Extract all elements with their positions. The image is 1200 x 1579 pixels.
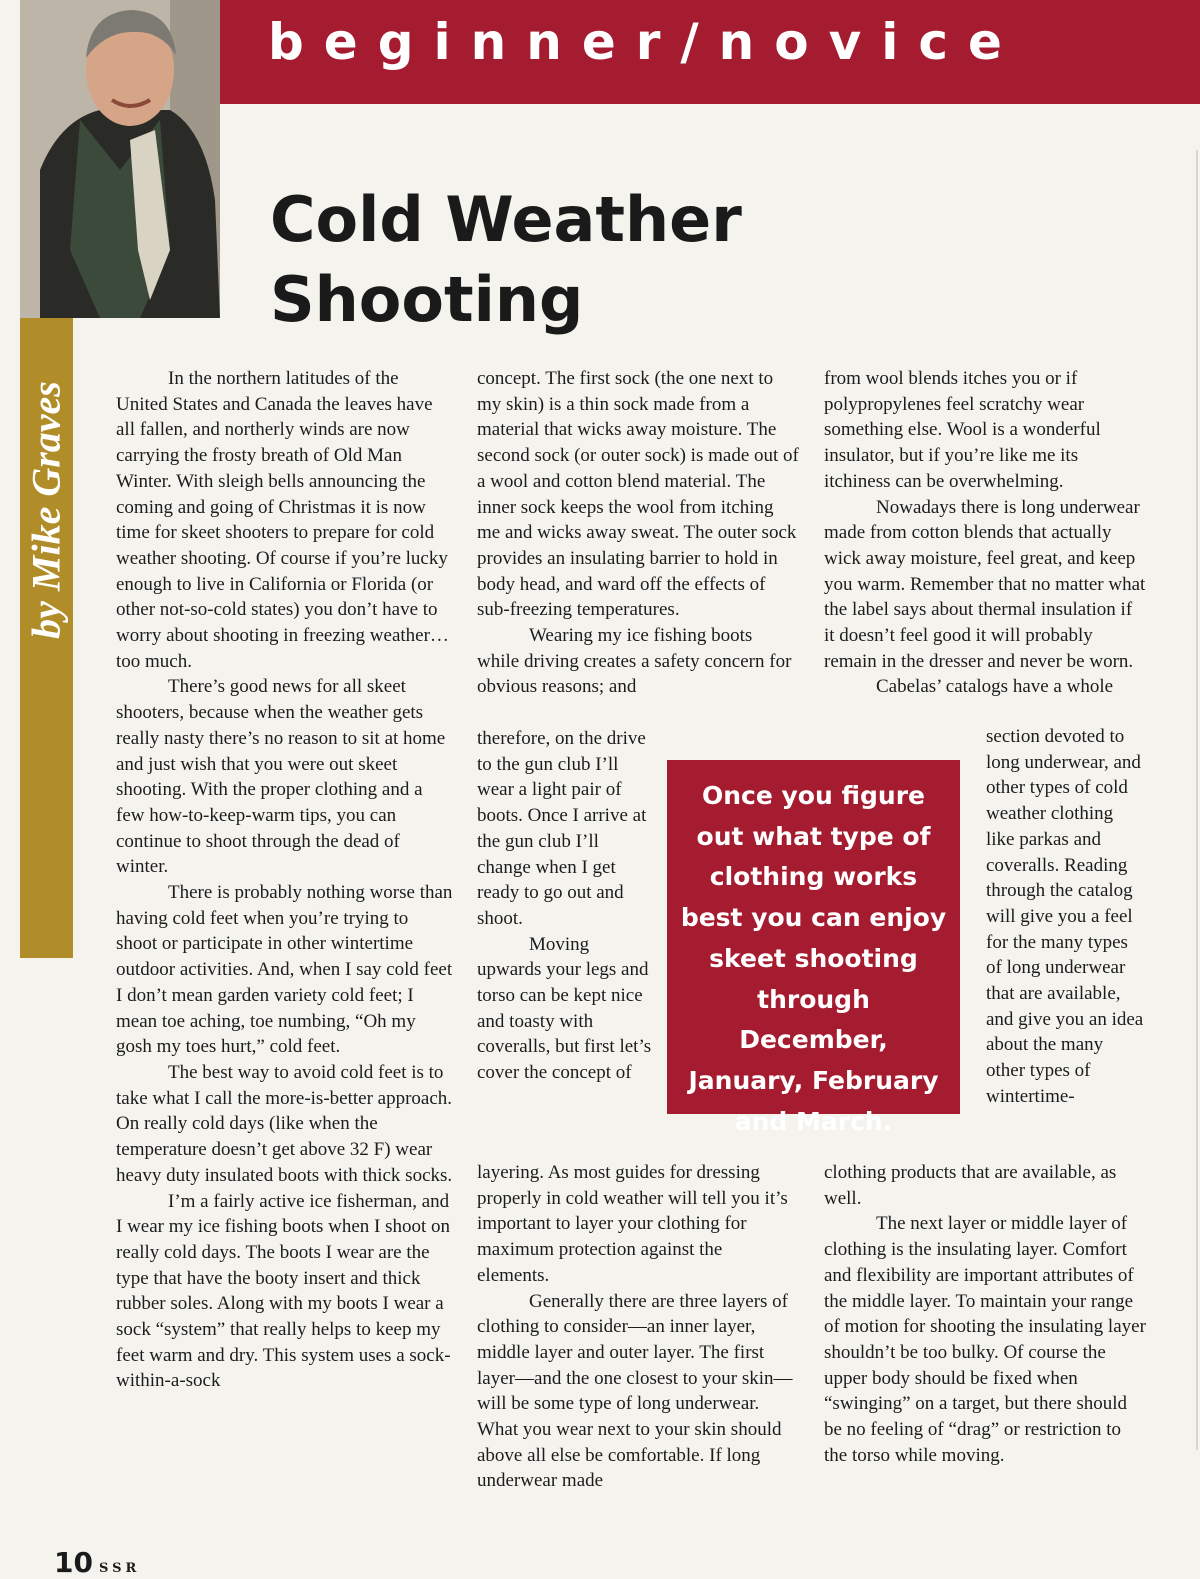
paragraph: In the northern latitudes of the United States and Canada the leaves have all fallen, and northerly winds are now carrying the frosty breath of Old Man Winter. With sleigh bells announcing the coming and going of Christmas it is now time for skeet shooters to prepare for cold weather shooting. Of course if you’re lucky enough to live in California or Florida (or other not-so-cold states) you don’t have to worry about shooting in freezing weather…too much.	[116, 368, 449, 672]
author-byline: by Mike Graves	[23, 381, 69, 639]
paragraph: clothing products that are available, as well.	[824, 1162, 1117, 1209]
pull-quote-box	[667, 760, 960, 1136]
paragraph: Generally there are three layers of clothing to consider—an inner layer, middle layer and outer layer. The first layer—and the one closest to your skin—will be some type of long underwear. What you wear next to your skin should above all else be comfortable. If long underwear made	[477, 1290, 793, 1492]
article-column-3-top	[824, 366, 1146, 700]
article-title	[270, 180, 742, 340]
magazine-name: SSR	[98, 1561, 141, 1576]
page-edge-line	[1196, 150, 1198, 1450]
article-title-line-2: Shooting	[270, 263, 584, 336]
article-column-2-narrow	[477, 726, 655, 1086]
paragraph: concept. The first sock (the one next to my skin) is a thin sock made from a material that wicks away moisture. The second sock (or outer sock) is made out of a wool and cotton blend material. The inner sock keeps the wool from itching me and wicks away sweat. The outer sock provides an insulating barrier to hold in body head, and ward off the effects of sub-freezing temperatures.	[477, 368, 799, 621]
paragraph: therefore, on the drive to the gun club I’ll wear a light pair of boots. Once I arrive at the gun club I’ll change when I get ready to go out and shoot.	[477, 728, 647, 929]
paragraph: The next layer or middle layer of clothing is the insulating layer. Comfort and flexibility are important attributes of the middle layer. To maintain your range of motion for shooting the insulating layer shouldn’t be too bulky. Of course the upper body should be fixed when “swinging” on a target, but there should be no feeling of “drag” or restriction to the torso while moving.	[824, 1213, 1146, 1466]
paragraph: section devoted to long underwear, and other types of cold weather clothing like parkas and coveralls. Reading through the catalog will give you a feel for the many types of long underwear that are available, and give you an idea about the many other types of wintertime-	[986, 726, 1144, 1107]
paragraph: Wearing my ice fishing boots while driving creates a safety concern for obvious reasons; and	[477, 625, 792, 698]
page-footer	[54, 1546, 140, 1579]
article-title-line-1: Cold Weather	[270, 183, 742, 256]
paragraph: There is probably nothing worse than having cold feet when you’re trying to shoot or participate in other wintertime outdoor activities. And, when I say cold feet I don’t mean garden variety cold feet; I mean toe aching, toe numbing, “Oh my gosh my toes hurt,” cold feet.	[116, 882, 453, 1058]
article-column-1	[116, 366, 454, 1394]
article-column-3-bottom	[824, 1160, 1146, 1468]
paragraph: Cabelas’ catalogs have a whole	[876, 676, 1114, 698]
article-column-2-top	[477, 366, 799, 700]
article-column-3-narrow	[986, 724, 1146, 1110]
paragraph: Moving upwards your legs and torso can be kept nice and toasty with coveralls, but first let’s cover the concept of	[477, 933, 652, 1084]
author-photo	[20, 0, 220, 318]
article-column-2-bottom	[477, 1160, 799, 1494]
paragraph: Nowadays there is long underwear made from cotton blends that actually wick away moisture, feel great, and keep you warm. Remember that no matter what the label says about thermal insulation if it doesn’t feel good it will probably remain in the dresser and never be worn.	[824, 496, 1146, 672]
paragraph: from wool blends itches you or if polypropylenes feel scratchy wear something else. Wool is a wonderful insulator, but if you’re like me its itchiness can be overwhelming.	[824, 368, 1101, 492]
paragraph: There’s good news for all skeet shooters, because when the weather gets really nasty there’s no reason to sit at home and just wish that you were out skeet shooting. With the proper clothing and a few how-to-keep-warm tips, you can continue to shoot through the dead of winter.	[116, 676, 446, 878]
paragraph: The best way to avoid cold feet is to take what I call the more-is-better approach. On really cold days (like when the temperature doesn’t get above 32 F) wear heavy duty insulated boots with thick socks.	[116, 1061, 453, 1186]
pull-quote-text: Once you figure out what type of clothing works best you can enjoy skeet shooting through December, January, February and March.	[680, 781, 947, 1136]
page-number: 10	[54, 1546, 93, 1579]
paragraph: layering. As most guides for dressing properly in cold weather will tell you it’s important to layer your clothing for maximum protection against the elements.	[477, 1162, 788, 1286]
paragraph: I’m a fairly active ice fisherman, and I wear my ice fishing boots when I shoot on really cold days. The boots I wear are the type that have the booty insert and thick rubber soles. Along with my boots I wear a sock “system” that really helps to keep my feet warm and dry. This system uses a sock-within-a-sock	[116, 1190, 451, 1392]
author-portrait-image	[20, 0, 220, 318]
section-label: beginner/novice	[268, 13, 1022, 71]
